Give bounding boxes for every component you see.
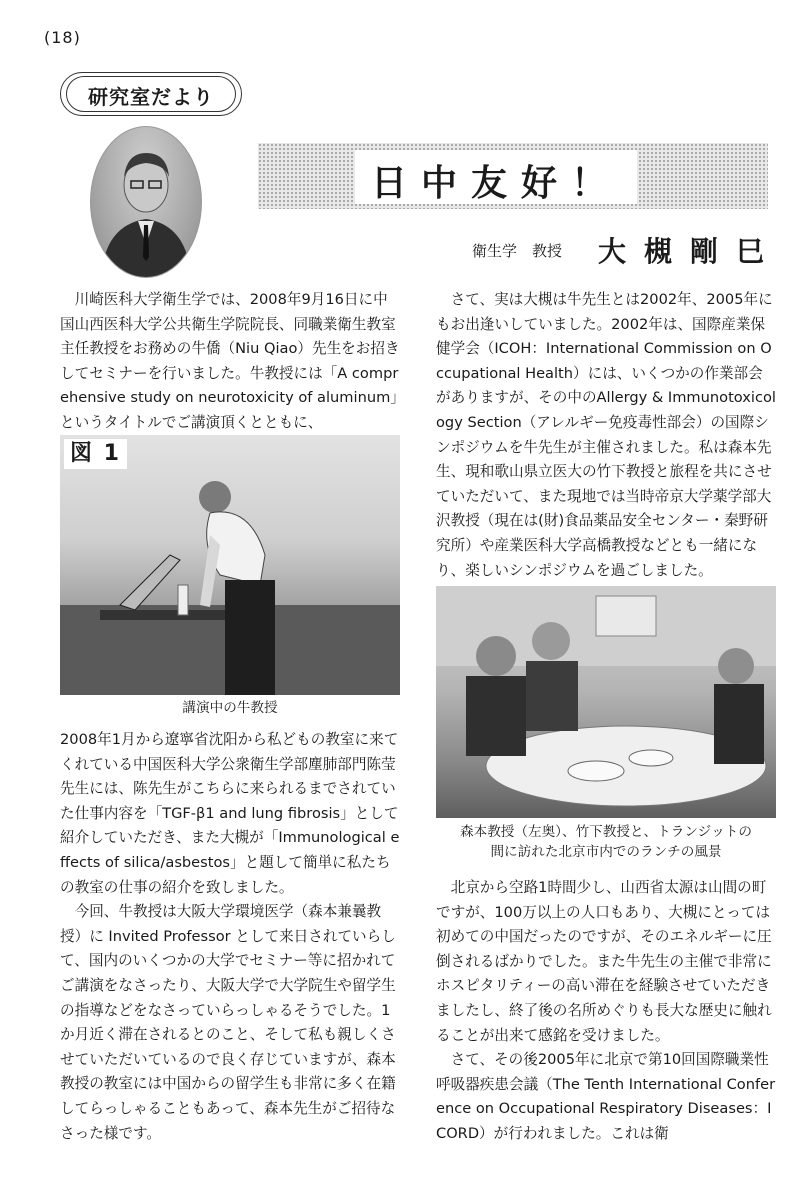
- paragraph: 2008年1月から遼寧省沈阳から私どもの教室に来てくれている中国医科大学公衆衛生学部塵肺部門陈莹先生には、陈先生がこちらに来られるまでされていた仕事内容を「TGF-β1 and lung fibrosis」として紹介していただき、また大槻が「Immunological effects of silica/asbestos」と題して簡単に私たちの教室の仕事の紹介を致しました。: [60, 731, 400, 896]
- section-tag: [60, 72, 242, 116]
- figure-1-caption: 講演中の牛教授: [182, 700, 278, 716]
- figure-1-scene: [60, 435, 400, 695]
- figure-2-caption: [436, 822, 776, 862]
- figure-1-photo: [60, 435, 400, 695]
- article-title: 日中友好！: [370, 163, 621, 204]
- page-number: (18): [44, 28, 81, 47]
- author-portrait: [90, 126, 202, 278]
- paragraph: 北京から空路1時間少し、山西省太源は山間の町ですが、100万以上の人口もあり、大槻にとっては初めての中国だったのですが、そのエネルギーに圧倒されるばかりでした。また牛先生の主催で非常にホスピタリティーの高い滞在を経験させていただきましたし、終了後の名所めぐりも長大な歴史に触れることが出来て感銘を受けました。: [436, 879, 772, 1044]
- section-tag-label: 研究室だより: [88, 85, 214, 109]
- column-1-intro: [60, 288, 400, 436]
- paragraph: 今回、牛教授は大阪大学環境医学（森本兼曩教授）に Invited Professor として来日されていらして、国内のいくつかの大学でセミナー等に招かれてご講演をなさったり、大阪大学で大学院生や留学生の指導などをなさっていらっしゃるそうでした。1か月近く滞在されるとのこと、そして私も親しくさせていただいているので良く存じていますが、森本教授の教室には中国からの留学生も非常に多く在籍してらっしゃることもあって、森本先生がご招待なさった様です。: [60, 903, 396, 1142]
- paragraph: さて、その後2005年に北京で第10回国際職業性呼吸器疾患会議（The Tenth International Conference on Occupational Respiratory Diseases：ICORD）が行われました。これは衛: [436, 1051, 776, 1142]
- figure-2-caption-line-2: 間に訪れた北京市内でのランチの風景: [490, 844, 722, 860]
- author-affiliation: 衛生学 教授: [472, 242, 563, 260]
- column-2-intro: [436, 288, 776, 583]
- title-box: [355, 150, 637, 204]
- figure-2-scene: [436, 586, 776, 818]
- author-name: 大槻剛巳: [598, 235, 783, 268]
- paragraph: さて、実は大槻は牛先生とは2002年、2005年にもお出逢いしていました。2002年は、国際産業保健学会（ICOH：International Commission on Occupational Health）には、いくつかの作業部会がありますが、その中のAllergy & Immunotoxicology Section（アレルギー免疫毒性部会）の国際シンポジウムを牛先生が主催されました。私は森本先生、現和歌山県立医大の竹下教授と旅程を共にさせていただいて、また現地では当時帝京大学薬学部大沢教授（現在は(財)食品薬品安全センター・秦野研究所）や産業医科大学高橋教授などとも一緒になり、楽しいシンポジウムを過ごしました。: [436, 291, 776, 579]
- figure-1-label: 図 1: [64, 439, 127, 469]
- portrait-figure: [91, 127, 201, 277]
- figure-2-photo: [436, 586, 776, 818]
- paragraph: 川崎医科大学衛生学では、2008年9月16日に中国山西医科大学公共衛生学院院長、同職業衛生教室主任教授をお務めの牛僑（Niu Qiao）先生をお招きしてセミナーを行いました。牛教授には「A comprehensive study on neurotoxicity of aluminum」というタイトルでご講演頂くとともに、: [60, 291, 400, 431]
- column-1-body: [60, 728, 400, 1146]
- figure-2-caption-line-1: 森本教授（左奥）、竹下教授と、トランジットの: [460, 824, 752, 840]
- column-2-body: [436, 876, 776, 1147]
